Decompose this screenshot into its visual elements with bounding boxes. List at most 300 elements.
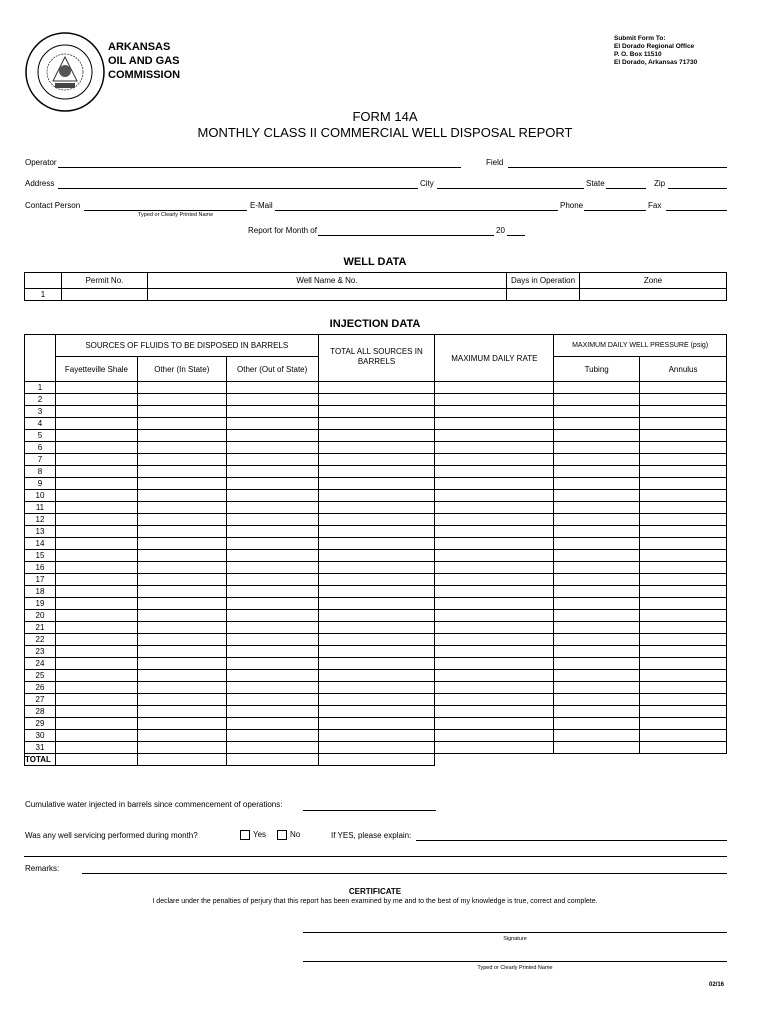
fayetteville-cell[interactable]: [55, 682, 137, 694]
phone-field[interactable]: [584, 210, 646, 211]
contact-person-label: Contact Person: [25, 201, 81, 210]
annulus-cell[interactable]: [640, 718, 727, 730]
total-sources-cell[interactable]: [318, 406, 435, 418]
other-out-state-cell[interactable]: [226, 514, 318, 526]
tubing-cell[interactable]: [554, 622, 640, 634]
other-out-state-cell[interactable]: [226, 538, 318, 550]
submit-to-line: El Dorado Regional Office: [614, 43, 695, 50]
day-number: 11: [25, 502, 56, 514]
annulus-cell[interactable]: [640, 478, 727, 490]
annulus-cell[interactable]: [640, 430, 727, 442]
total-sources-cell[interactable]: [318, 682, 435, 694]
other-in-state-cell[interactable]: [137, 550, 226, 562]
day-row: [25, 574, 727, 586]
day-row: [25, 646, 727, 658]
other-out-state-cell[interactable]: [226, 466, 318, 478]
cumulative-field[interactable]: [303, 810, 436, 811]
other-out-state-cell[interactable]: [226, 574, 318, 586]
other-in-state-cell[interactable]: [137, 382, 226, 394]
day-number: 9: [25, 478, 56, 490]
max-rate-cell[interactable]: [435, 670, 554, 682]
tubing-cell[interactable]: [554, 670, 640, 682]
max-rate-cell[interactable]: [435, 538, 554, 550]
total-sources-cell[interactable]: [318, 526, 435, 538]
other-out-state-cell[interactable]: [226, 442, 318, 454]
fayetteville-cell[interactable]: [55, 634, 137, 646]
total-sources-cell[interactable]: [318, 610, 435, 622]
other-in-state-cell[interactable]: [137, 622, 226, 634]
annulus-cell[interactable]: [640, 646, 727, 658]
fayetteville-cell[interactable]: [55, 730, 137, 742]
max-rate-cell[interactable]: [435, 730, 554, 742]
annulus-cell[interactable]: [640, 610, 727, 622]
max-rate-cell[interactable]: [435, 514, 554, 526]
state-label: State: [586, 179, 605, 188]
tubing-cell[interactable]: [554, 550, 640, 562]
tubing-cell[interactable]: [554, 706, 640, 718]
report-month-label: Report for Month of: [248, 226, 317, 235]
tubing-cell[interactable]: [554, 562, 640, 574]
max-rate-cell[interactable]: [435, 454, 554, 466]
day-number: 24: [25, 658, 56, 670]
max-rate-cell[interactable]: [435, 502, 554, 514]
tubing-cell[interactable]: [554, 538, 640, 550]
other-out-state-cell[interactable]: [226, 730, 318, 742]
fayetteville-cell[interactable]: [55, 646, 137, 658]
max-rate-cell[interactable]: [435, 490, 554, 502]
form-number: FORM 14A: [352, 109, 418, 124]
total-sources-cell[interactable]: [318, 634, 435, 646]
total-sources-cell[interactable]: [318, 586, 435, 598]
signature-field[interactable]: [303, 932, 727, 933]
day-row: [25, 478, 727, 490]
fayetteville-cell[interactable]: [55, 562, 137, 574]
phone-label: Phone: [560, 201, 584, 210]
well-data-heading: WELL DATA: [343, 256, 407, 268]
tubing-cell[interactable]: [554, 382, 640, 394]
total-sources-cell[interactable]: [318, 466, 435, 478]
address-field[interactable]: [58, 188, 418, 189]
year-prefix: 20: [496, 226, 505, 235]
fayetteville-cell[interactable]: [55, 754, 137, 766]
other-in-state-cell[interactable]: [137, 730, 226, 742]
annulus-cell[interactable]: [640, 466, 727, 478]
other-in-state-cell[interactable]: [137, 418, 226, 430]
total-sources-cell[interactable]: [318, 454, 435, 466]
tubing-cell[interactable]: [554, 634, 640, 646]
tubing-cell[interactable]: [554, 586, 640, 598]
fayetteville-cell[interactable]: [55, 718, 137, 730]
operator-field[interactable]: [58, 167, 461, 168]
max-rate-cell[interactable]: [435, 550, 554, 562]
state-field[interactable]: [606, 188, 646, 189]
day-row: [25, 418, 727, 430]
max-rate-cell[interactable]: [435, 430, 554, 442]
col-tubing: Tubing: [554, 357, 640, 382]
days-cell[interactable]: [507, 289, 580, 301]
other-in-state-cell[interactable]: [137, 406, 226, 418]
other-out-state-cell[interactable]: [226, 418, 318, 430]
total-sources-cell[interactable]: [318, 382, 435, 394]
explain-field-line2[interactable]: [24, 856, 727, 857]
other-out-state-cell[interactable]: [226, 670, 318, 682]
tubing-cell[interactable]: [554, 574, 640, 586]
day-number: 17: [25, 574, 56, 586]
fayetteville-cell[interactable]: [55, 454, 137, 466]
max-rate-cell[interactable]: [435, 622, 554, 634]
fayetteville-cell[interactable]: [55, 670, 137, 682]
tubing-cell[interactable]: [554, 466, 640, 478]
day-row: [25, 622, 727, 634]
annulus-cell[interactable]: [640, 682, 727, 694]
fayetteville-cell[interactable]: [55, 514, 137, 526]
total-sources-cell[interactable]: [318, 742, 435, 754]
day-row: [25, 658, 727, 670]
contact-person-field[interactable]: [84, 210, 247, 211]
annulus-cell[interactable]: [640, 598, 727, 610]
total-sources-cell[interactable]: [318, 490, 435, 502]
other-out-state-cell[interactable]: [226, 694, 318, 706]
annulus-cell[interactable]: [640, 670, 727, 682]
fayetteville-cell[interactable]: [55, 466, 137, 478]
annulus-cell[interactable]: [640, 442, 727, 454]
annulus-cell[interactable]: [640, 742, 727, 754]
fayetteville-cell[interactable]: [55, 694, 137, 706]
tubing-cell[interactable]: [554, 598, 640, 610]
fayetteville-cell[interactable]: [55, 586, 137, 598]
well-name-cell[interactable]: [148, 289, 507, 301]
well-col-days: Days in Operation: [507, 273, 580, 289]
tubing-cell[interactable]: [554, 478, 640, 490]
total-sources-cell[interactable]: [318, 478, 435, 490]
day-row: [25, 670, 727, 682]
max-rate-cell[interactable]: [435, 418, 554, 430]
tubing-cell[interactable]: [554, 454, 640, 466]
other-out-state-cell[interactable]: [226, 754, 318, 766]
yes-option[interactable]: [240, 830, 266, 840]
city-field[interactable]: [437, 188, 584, 189]
max-rate-cell[interactable]: [435, 526, 554, 538]
tubing-cell[interactable]: [554, 430, 640, 442]
tubing-cell[interactable]: [554, 730, 640, 742]
total-sources-cell[interactable]: [318, 598, 435, 610]
total-sources-cell[interactable]: [318, 694, 435, 706]
state-seal-icon: [24, 31, 106, 113]
tubing-cell[interactable]: [554, 394, 640, 406]
other-in-state-cell[interactable]: [137, 562, 226, 574]
other-out-state-cell[interactable]: [226, 610, 318, 622]
other-out-state-cell[interactable]: [226, 502, 318, 514]
other-out-state-cell[interactable]: [226, 598, 318, 610]
max-rate-cell[interactable]: [435, 742, 554, 754]
other-in-state-cell[interactable]: [137, 574, 226, 586]
day-row: [25, 742, 727, 754]
zip-field[interactable]: [668, 188, 727, 189]
fayetteville-cell[interactable]: [55, 538, 137, 550]
annulus-cell[interactable]: [640, 574, 727, 586]
day-row: [25, 466, 727, 478]
annulus-cell[interactable]: [640, 622, 727, 634]
tubing-cell[interactable]: [554, 514, 640, 526]
annulus-cell[interactable]: [640, 706, 727, 718]
max-rate-cell[interactable]: [435, 586, 554, 598]
annulus-cell[interactable]: [640, 502, 727, 514]
total-sources-cell[interactable]: [318, 418, 435, 430]
fayetteville-cell[interactable]: [55, 706, 137, 718]
total-row-empty: [435, 754, 727, 766]
day-number: 3: [25, 406, 56, 418]
day-row: [25, 598, 727, 610]
total-sources-cell[interactable]: [318, 754, 435, 766]
other-out-state-cell[interactable]: [226, 430, 318, 442]
other-in-state-cell[interactable]: [137, 478, 226, 490]
other-out-state-cell[interactable]: [226, 646, 318, 658]
total-all-header: TOTAL ALL SOURCES IN BARRELS: [318, 335, 435, 382]
tubing-cell[interactable]: [554, 418, 640, 430]
fayetteville-cell[interactable]: [55, 442, 137, 454]
total-sources-cell[interactable]: [318, 550, 435, 562]
total-sources-cell[interactable]: [318, 658, 435, 670]
tubing-cell[interactable]: [554, 682, 640, 694]
fayetteville-cell[interactable]: [55, 406, 137, 418]
annulus-cell[interactable]: [640, 562, 727, 574]
total-sources-cell[interactable]: [318, 442, 435, 454]
fayetteville-cell[interactable]: [55, 526, 137, 538]
other-in-state-cell[interactable]: [137, 754, 226, 766]
annulus-cell[interactable]: [640, 490, 727, 502]
sources-header: SOURCES OF FLUIDS TO BE DISPOSED IN BARRELS: [55, 335, 318, 357]
other-in-state-cell[interactable]: [137, 586, 226, 598]
other-in-state-cell[interactable]: [137, 646, 226, 658]
fayetteville-cell[interactable]: [55, 574, 137, 586]
fayetteville-cell[interactable]: [55, 622, 137, 634]
other-in-state-cell[interactable]: [137, 610, 226, 622]
typed-name-hint: Typed or Clearly Printed Name: [138, 212, 214, 218]
fax-label: Fax: [648, 201, 662, 210]
day-row: [25, 706, 727, 718]
other-in-state-cell[interactable]: [137, 742, 226, 754]
total-sources-cell[interactable]: [318, 730, 435, 742]
other-in-state-cell[interactable]: [137, 454, 226, 466]
annulus-cell[interactable]: [640, 658, 727, 670]
injection-data-table: [24, 334, 727, 766]
other-out-state-cell[interactable]: [226, 406, 318, 418]
day-number: 31: [25, 742, 56, 754]
max-rate-cell[interactable]: [435, 466, 554, 478]
other-in-state-cell[interactable]: [137, 502, 226, 514]
report-month-field[interactable]: [318, 235, 494, 236]
agency-name-line: OIL AND GAS: [108, 55, 180, 67]
max-rate-cell[interactable]: [435, 394, 554, 406]
no-checkbox[interactable]: [277, 830, 287, 840]
tubing-cell[interactable]: [554, 406, 640, 418]
fayetteville-cell[interactable]: [55, 550, 137, 562]
fayetteville-cell[interactable]: [55, 490, 137, 502]
max-rate-cell[interactable]: [435, 706, 554, 718]
day-number: 14: [25, 538, 56, 550]
tubing-cell[interactable]: [554, 502, 640, 514]
other-in-state-cell[interactable]: [137, 394, 226, 406]
max-rate-cell[interactable]: [435, 574, 554, 586]
fayetteville-cell[interactable]: [55, 598, 137, 610]
fayetteville-cell[interactable]: [55, 658, 137, 670]
permit-cell[interactable]: [62, 289, 148, 301]
email-label: E-Mail: [250, 201, 273, 210]
tubing-cell[interactable]: [554, 694, 640, 706]
other-in-state-cell[interactable]: [137, 442, 226, 454]
annulus-cell[interactable]: [640, 418, 727, 430]
other-out-state-cell[interactable]: [226, 718, 318, 730]
annulus-cell[interactable]: [640, 538, 727, 550]
field-field[interactable]: [508, 167, 727, 168]
max-rate-cell[interactable]: [435, 718, 554, 730]
total-sources-cell[interactable]: [318, 706, 435, 718]
total-sources-cell[interactable]: [318, 538, 435, 550]
max-rate-cell[interactable]: [435, 658, 554, 670]
total-sources-cell[interactable]: [318, 562, 435, 574]
tubing-cell[interactable]: [554, 490, 640, 502]
explain-field[interactable]: [416, 840, 727, 841]
other-out-state-cell[interactable]: [226, 382, 318, 394]
max-rate-cell[interactable]: [435, 682, 554, 694]
annulus-cell[interactable]: [640, 454, 727, 466]
form-title: [0, 109, 770, 141]
other-out-state-cell[interactable]: [226, 550, 318, 562]
total-sources-cell[interactable]: [318, 670, 435, 682]
day-number: 8: [25, 466, 56, 478]
annulus-cell[interactable]: [640, 526, 727, 538]
fayetteville-cell[interactable]: [55, 382, 137, 394]
day-number: 29: [25, 718, 56, 730]
other-in-state-cell[interactable]: [137, 718, 226, 730]
other-out-state-cell[interactable]: [226, 562, 318, 574]
other-in-state-cell[interactable]: [137, 694, 226, 706]
fayetteville-cell[interactable]: [55, 394, 137, 406]
max-rate-cell[interactable]: [435, 694, 554, 706]
form-name: MONTHLY CLASS II COMMERCIAL WELL DISPOSAL REPORT: [197, 125, 573, 140]
annulus-cell[interactable]: [640, 694, 727, 706]
other-in-state-cell[interactable]: [137, 526, 226, 538]
annulus-cell[interactable]: [640, 730, 727, 742]
annulus-cell[interactable]: [640, 514, 727, 526]
injection-data-heading: INJECTION DATA: [329, 318, 421, 330]
other-in-state-cell[interactable]: [137, 670, 226, 682]
other-out-state-cell[interactable]: [226, 658, 318, 670]
max-rate-cell[interactable]: [435, 646, 554, 658]
tubing-cell[interactable]: [554, 526, 640, 538]
max-rate-cell[interactable]: [435, 382, 554, 394]
fax-field[interactable]: [666, 210, 727, 211]
col-annulus: Annulus: [640, 357, 727, 382]
other-in-state-cell[interactable]: [137, 490, 226, 502]
fayetteville-cell[interactable]: [55, 742, 137, 754]
annulus-cell[interactable]: [640, 394, 727, 406]
total-sources-cell[interactable]: [318, 646, 435, 658]
annulus-cell[interactable]: [640, 634, 727, 646]
other-out-state-cell[interactable]: [226, 454, 318, 466]
day-number: 5: [25, 430, 56, 442]
day-number: 10: [25, 490, 56, 502]
max-rate-cell[interactable]: [435, 478, 554, 490]
no-option[interactable]: [277, 830, 300, 840]
max-rate-cell[interactable]: [435, 562, 554, 574]
total-sources-cell[interactable]: [318, 514, 435, 526]
other-out-state-cell[interactable]: [226, 634, 318, 646]
other-out-state-cell[interactable]: [226, 526, 318, 538]
day-number: 4: [25, 418, 56, 430]
day-number: TOTAL: [25, 754, 56, 766]
other-in-state-cell[interactable]: [137, 634, 226, 646]
tubing-cell[interactable]: [554, 646, 640, 658]
fayetteville-cell[interactable]: [55, 610, 137, 622]
zip-label: Zip: [654, 179, 666, 188]
other-in-state-cell[interactable]: [137, 538, 226, 550]
other-in-state-cell[interactable]: [137, 706, 226, 718]
other-in-state-cell[interactable]: [137, 658, 226, 670]
fayetteville-cell[interactable]: [55, 418, 137, 430]
other-out-state-cell[interactable]: [226, 586, 318, 598]
max-rate-cell[interactable]: [435, 442, 554, 454]
other-out-state-cell[interactable]: [226, 478, 318, 490]
printed-name-field[interactable]: [303, 961, 727, 962]
submit-to-line: P. O. Box 11510: [614, 51, 662, 58]
remarks-field[interactable]: [82, 873, 727, 874]
total-sources-cell[interactable]: [318, 622, 435, 634]
year-field[interactable]: [507, 235, 525, 236]
max-rate-cell[interactable]: [435, 598, 554, 610]
other-out-state-cell[interactable]: [226, 682, 318, 694]
other-out-state-cell[interactable]: [226, 622, 318, 634]
other-in-state-cell[interactable]: [137, 430, 226, 442]
total-sources-cell[interactable]: [318, 502, 435, 514]
max-rate-cell[interactable]: [435, 406, 554, 418]
other-out-state-cell[interactable]: [226, 490, 318, 502]
yes-checkbox[interactable]: [240, 830, 250, 840]
other-out-state-cell[interactable]: [226, 742, 318, 754]
total-sources-cell[interactable]: [318, 718, 435, 730]
fayetteville-cell[interactable]: [55, 430, 137, 442]
other-out-state-cell[interactable]: [226, 706, 318, 718]
other-in-state-cell[interactable]: [137, 466, 226, 478]
day-number: 13: [25, 526, 56, 538]
email-field[interactable]: [275, 210, 558, 211]
zone-cell[interactable]: [580, 289, 727, 301]
other-in-state-cell[interactable]: [137, 682, 226, 694]
tubing-cell[interactable]: [554, 610, 640, 622]
tubing-cell[interactable]: [554, 742, 640, 754]
annulus-cell[interactable]: [640, 586, 727, 598]
annulus-cell[interactable]: [640, 406, 727, 418]
total-sources-cell[interactable]: [318, 394, 435, 406]
certificate-declaration: I declare under the penalties of perjury that this report has been examined by me and to the best of my knowledge is true, correct and complete.: [152, 898, 598, 905]
annulus-cell[interactable]: [640, 382, 727, 394]
fayetteville-cell[interactable]: [55, 478, 137, 490]
total-sources-cell[interactable]: [318, 430, 435, 442]
tubing-cell[interactable]: [554, 658, 640, 670]
submit-to-line: Submit Form To:: [614, 35, 666, 42]
max-rate-cell[interactable]: [435, 610, 554, 622]
day-number: 12: [25, 514, 56, 526]
max-rate-cell[interactable]: [435, 634, 554, 646]
fayetteville-cell[interactable]: [55, 502, 137, 514]
other-out-state-cell[interactable]: [226, 394, 318, 406]
other-in-state-cell[interactable]: [137, 598, 226, 610]
annulus-cell[interactable]: [640, 550, 727, 562]
tubing-cell[interactable]: [554, 718, 640, 730]
total-sources-cell[interactable]: [318, 574, 435, 586]
other-in-state-cell[interactable]: [137, 514, 226, 526]
tubing-cell[interactable]: [554, 442, 640, 454]
